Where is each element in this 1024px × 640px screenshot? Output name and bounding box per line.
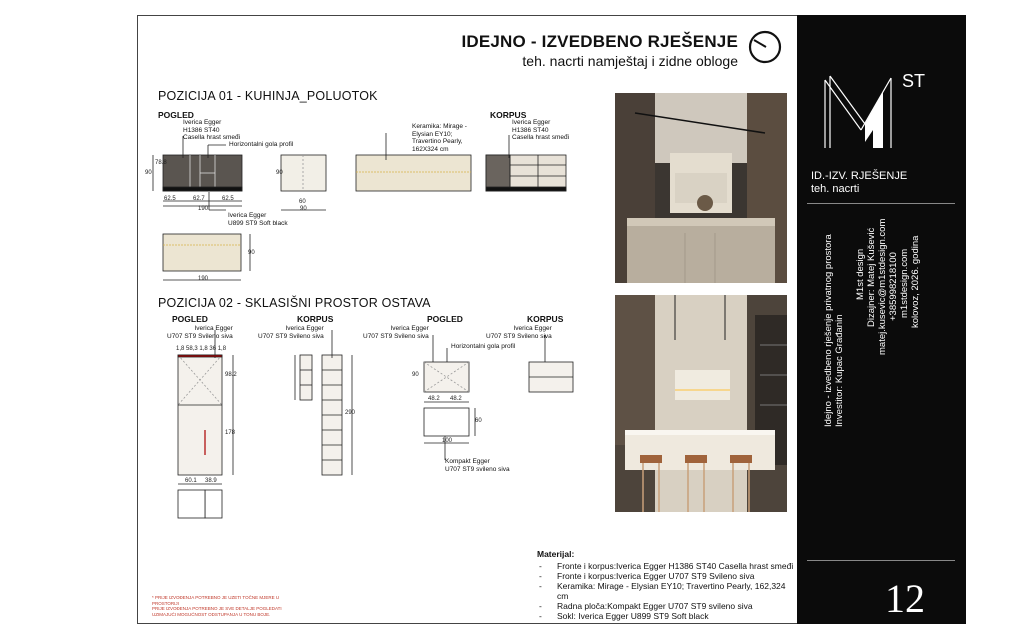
material-item: - Fronte i korpus:Iverica Egger H1386 ST40 Casella hrast smeđi — [537, 561, 795, 571]
dim-38-9: 38.9 — [205, 478, 217, 484]
pos2-note-b: Iverica Egger U707 ST9 Svileno siva — [258, 325, 324, 340]
pos2-view-label-1: POGLED — [172, 314, 208, 324]
dim-62-5b: 62.5 — [222, 196, 234, 202]
red-disclaimer-notes: * PRIJE IZVOĐENJA POTREBNO JE UZETI TOČNE MJERE U PROSTORIJI PRIJE IZVOĐENJA POTREBNO JE SVE DETALJE POGLEDATI UZIMAJUĆI MOGUĆNOST ODSTUPANJA U TONU BOJE. — [152, 595, 282, 617]
material-item: - Radna ploča:Kompakt Egger U707 ST9 svileno siva — [537, 601, 795, 611]
sheet-label-line2: teh. nacrti — [811, 183, 860, 195]
pos1-front-note: Iverica Egger H1386 ST40 Casella hrast smeđi — [183, 119, 241, 141]
dim-top-row: 1,8 58,3 1,8 36 1,8 — [176, 346, 227, 352]
page-number: 12 — [885, 576, 925, 621]
date-line: kolovoz, 2026. godina — [910, 235, 921, 328]
dim-h90: 90 — [145, 170, 152, 176]
pos2-compact-note: Kompakt Egger U707 ST9 svileno siva — [445, 458, 510, 473]
material-item: - Sokl: Iverica Egger U899 ST9 Soft black — [537, 611, 795, 621]
designer-phone: +385998218100 — [888, 252, 899, 321]
pos2-carcass-label-1: KORPUS — [297, 314, 334, 324]
pos1-ceramic-note: Keramika: Mirage - Elysian EY10; Travertino Pearly, 162X324 cm — [412, 123, 467, 153]
dim-90: 90 — [300, 206, 307, 212]
material-item: - Keramika: Mirage - Elysian EY10; Travertino Pearly, 162,324 cm — [537, 581, 795, 601]
project-line-2: Investitor: Kupac Građanin — [834, 314, 845, 427]
materials-items — [537, 561, 795, 621]
dim-worktop-90: 90 — [248, 250, 255, 256]
kitchen-render-2 — [615, 295, 787, 512]
materials-title: Materijal: — [537, 549, 575, 559]
pos1-profile-note: Horizontalni gola profil — [229, 141, 294, 148]
dim-90-view2: 90 — [412, 372, 419, 378]
designer-email: matej.kusevic@m1stdesign.com — [877, 218, 888, 355]
dim-190: 190 — [198, 206, 209, 212]
dim-290: 290 — [345, 410, 356, 416]
position-01-title: POZICIJA 01 - KUHINJA_POLUOTOK — [158, 89, 378, 103]
pos1-plinth-note: Iverica Egger U899 ST9 Soft black — [228, 212, 288, 227]
designer-line-1: M1st design — [855, 248, 866, 300]
logo-st-text: ST — [902, 71, 926, 91]
page-subtitle: teh. nacrti namještaj i zidne obloge — [522, 53, 738, 69]
dim-48-2a: 48.2 — [428, 396, 440, 402]
pos1-carcass-label: KORPUS — [490, 110, 527, 120]
kitchen-render-1 — [615, 93, 787, 283]
pos2-note-d: Iverica Egger U707 ST9 Svileno siva — [486, 325, 552, 340]
dim-side-h90: 90 — [276, 170, 283, 176]
dim-h78-8: 78.8 — [155, 160, 167, 166]
dim-100: 100 — [442, 438, 453, 444]
page-title: IDEJNO - IZVEDBENO RJEŠENJE — [461, 32, 738, 51]
dim-62-7: 62.7 — [193, 196, 205, 202]
material-item: - Fronte i korpus:Iverica Egger U707 ST9 Svileno siva — [537, 571, 795, 581]
pos2-carcass-label-2: KORPUS — [527, 314, 564, 324]
designer-line-2: Dizajner: Matej Kušević — [866, 227, 877, 327]
dim-98-2: 98.2 — [225, 372, 237, 378]
pos1-carcass-note: Iverica Egger H1386 ST40 Casella hrast smeđi — [512, 119, 570, 141]
dim-60: 60 — [299, 199, 306, 205]
dim-60-1: 60.1 — [185, 478, 197, 484]
dim-178: 178 — [225, 430, 236, 436]
dim-48-2b: 48.2 — [450, 396, 462, 402]
dim-worktop-190: 190 — [198, 276, 209, 282]
designer-web: m1stdesign.com — [899, 248, 910, 318]
sheet-label-line1: ID.-IZV. RJEŠENJE — [811, 170, 908, 182]
pos2-note-c: Iverica Egger U707 ST9 Svileno siva — [363, 325, 429, 340]
dim-62-5a: 62.5 — [164, 196, 176, 202]
dim-60-depth: 60 — [475, 418, 482, 424]
project-line-1: Idejno - izvedbeno rješenje privatnog prostora — [823, 234, 834, 427]
pos2-profile-note: Horizontalni gola profil — [451, 343, 516, 350]
pos2-view-label-2: POGLED — [427, 314, 463, 324]
pos1-view-label: POGLED — [158, 110, 194, 120]
pos2-note-a: Iverica Egger U707 ST9 Svileno siva — [167, 325, 233, 340]
materials-list — [537, 549, 795, 621]
position-02-title: POZICIJA 02 - SKLASIŠNI PROSTOR OSTAVA — [158, 296, 431, 310]
